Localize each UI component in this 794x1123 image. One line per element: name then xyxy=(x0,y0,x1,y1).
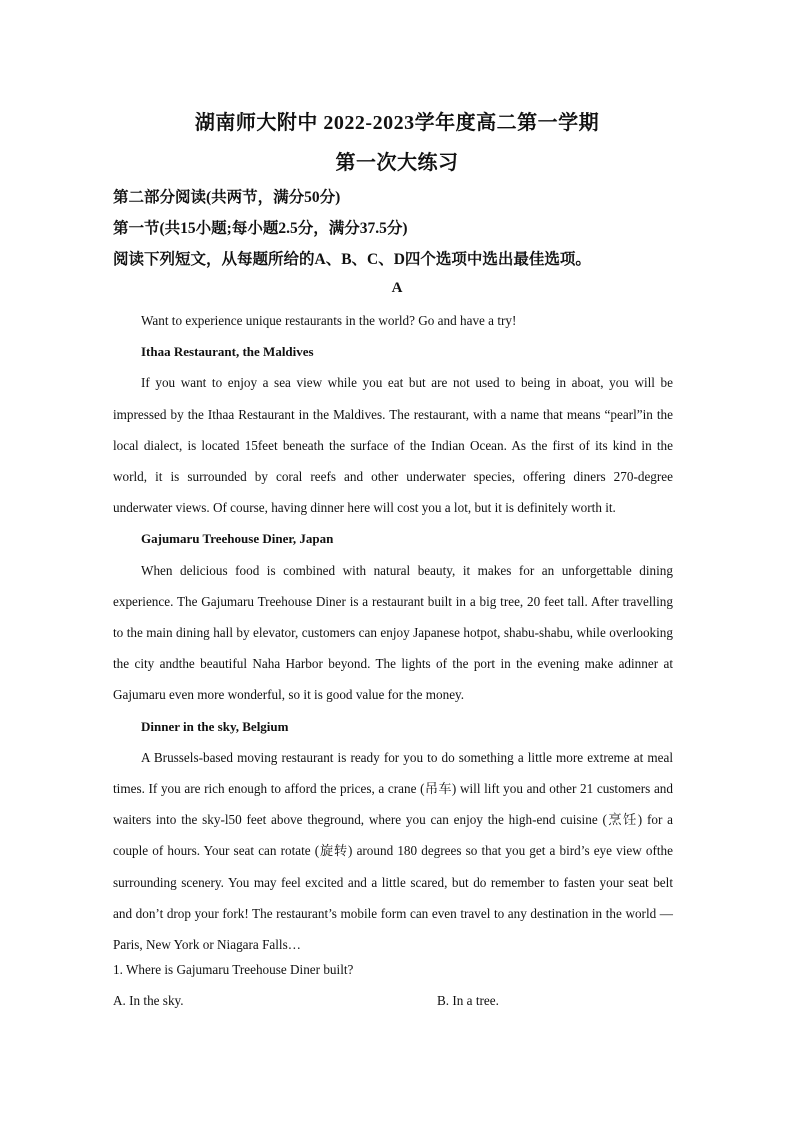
option-a: A. In the sky. xyxy=(113,993,184,1008)
restaurant-text-gajumaru: When delicious food is combined with natural beauty, it makes for an unforgettable dining experience. The Gajumaru Treehouse Diner is a restaurant built in a big tree, 20 feet tall. After travelling to the main dining hall by elevator, customers can enjoy Japanese hotpot, shabu-shabu, while overlooking the city andthe beautiful Naha Harbor beyond. The lights of the port in the evening make adinner at Gajumaru even more wonderful, so it is good value for the money. xyxy=(113,562,673,703)
exam-subtitle: 第一次大练习 xyxy=(335,152,459,174)
option-b: B. In a tree. xyxy=(437,993,499,1008)
instruction-text: 阅读下列短文，从每题所给的A、B、C、D四个选项中选出最佳选项。 xyxy=(113,251,591,268)
restaurant-heading-sky: Dinner in the sky, Belgium xyxy=(141,718,289,734)
restaurant-text-sky: A Brussels-based moving restaurant is ready for you to do something a little more extreme at meal times. If you are rich enough to afford the prices, a crane (吊车) will lift you and other 21 customers and waiters into the sky-l50 feet above theground, where you can enjoy the high-end cuisine (烹饪) for a couple of hours. Your seat can rotate (旋转) around 180 degrees so that you get a bird’s eye view ofthe surrounding scenery. You may feel excited and a little scared, but do remember to fasten your seat belt and don’t drop your fork! The restaurant’s mobile form can even travel to any destination in the world — Paris, New York or Niagara Falls… xyxy=(113,749,673,953)
part-heading: 第二部分阅读(共两节，满分50分) xyxy=(113,189,341,206)
passage-letter: A xyxy=(391,280,403,296)
restaurant-heading-ithaa: Ithaa Restaurant, the Maldives xyxy=(141,344,314,360)
question-1: 1. Where is Gajumaru Treehouse Diner built? xyxy=(113,962,354,977)
passage-intro: Want to experience unique restaurants in the world? Go and have a try! xyxy=(141,313,517,328)
passage-body xyxy=(113,305,673,960)
section-heading: 第一节(共15小题;每小题2.5分，满分37.5分) xyxy=(113,220,408,237)
restaurant-text-ithaa: If you want to enjoy a sea view while you eat but are not used to being in aboat, you will be impressed by the Ithaa Restaurant in the Maldives. The restaurant, with a name that means “pearl”in the local dialect, is located 15feet beneath the surface of the Indian Ocean. As the first of its kind in the world, it is surrounded by coral reefs and other underwater species, offering diners 270-degree underwater views. Of course, having dinner here will cost you a lot, but it is definitely worth it. xyxy=(113,375,673,516)
exam-title: 湖南师大附中 2022-2023学年度高二第一学期 xyxy=(194,112,600,134)
restaurant-heading-gajumaru: Gajumaru Treehouse Diner, Japan xyxy=(141,531,334,547)
